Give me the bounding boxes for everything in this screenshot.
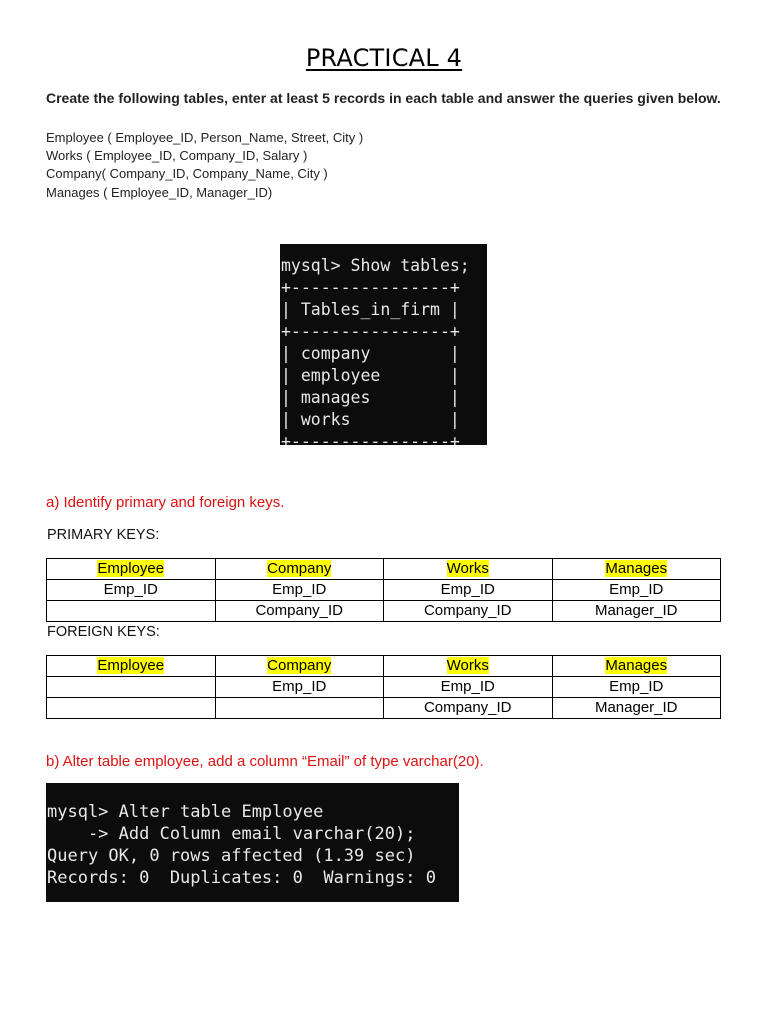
instruction-text: Create the following tables, enter at least 5 records in each table and answer the queries given below. xyxy=(46,90,721,106)
table-cell: Company_ID xyxy=(384,601,553,622)
terminal-line: Records: 0 Duplicates: 0 Warnings: 0 xyxy=(47,868,436,888)
table-cell: Manager_ID xyxy=(552,601,721,622)
table-cell: Manager_ID xyxy=(552,698,721,719)
header-cell-works: Works xyxy=(384,559,553,580)
header-cell-works: Works xyxy=(384,656,553,677)
header-cell-company: Company xyxy=(215,559,384,580)
table-cell xyxy=(47,698,216,719)
terminal-alter-table xyxy=(46,783,459,902)
table-row xyxy=(47,698,721,719)
schema-works: Works ( Employee_ID, Company_ID, Salary ) xyxy=(46,148,308,163)
terminal-show-tables xyxy=(280,244,487,445)
schema-employee: Employee ( Employee_ID, Person_Name, Street, City ) xyxy=(46,130,364,145)
table-header-row xyxy=(47,656,721,677)
terminal-line: | Tables_in_firm | xyxy=(281,300,460,319)
terminal-line: | works | xyxy=(281,410,460,429)
table-cell: Emp_ID xyxy=(215,677,384,698)
primary-keys-table xyxy=(46,558,721,622)
table-row xyxy=(47,580,721,601)
header-cell-manages: Manages xyxy=(552,656,721,677)
terminal-line: | company | xyxy=(281,344,460,363)
terminal-line: +----------------+ xyxy=(281,278,460,297)
foreign-keys-table xyxy=(46,655,721,719)
schema-company: Company( Company_ID, Company_Name, City ) xyxy=(46,166,328,181)
table-cell: Emp_ID xyxy=(384,580,553,601)
header-cell-manages: Manages xyxy=(552,559,721,580)
table-cell: Emp_ID xyxy=(552,580,721,601)
table-cell: Company_ID xyxy=(384,698,553,719)
table-header-row xyxy=(47,559,721,580)
terminal-line: +----------------+ xyxy=(281,432,460,445)
terminal-line: | manages | xyxy=(281,388,460,407)
table-row xyxy=(47,601,721,622)
page-title: PRACTICAL 4 xyxy=(305,44,463,72)
terminal-line: mysql> Show tables; xyxy=(281,256,470,275)
primary-keys-label: PRIMARY KEYS: xyxy=(47,527,160,543)
terminal-line: -> Add Column email varchar(20); xyxy=(47,824,416,844)
terminal-line: +----------------+ xyxy=(281,322,460,341)
header-cell-company: Company xyxy=(215,656,384,677)
table-cell xyxy=(47,601,216,622)
schema-manages: Manages ( Employee_ID, Manager_ID) xyxy=(46,185,273,200)
terminal-line: Query OK, 0 rows affected (1.39 sec) xyxy=(47,846,416,866)
table-cell xyxy=(47,677,216,698)
table-cell xyxy=(215,698,384,719)
table-cell: Emp_ID xyxy=(47,580,216,601)
header-cell-employee: Employee xyxy=(47,559,216,580)
table-cell: Emp_ID xyxy=(215,580,384,601)
table-cell: Emp_ID xyxy=(552,677,721,698)
foreign-keys-label: FOREIGN KEYS: xyxy=(47,624,160,640)
table-cell: Company_ID xyxy=(215,601,384,622)
table-row xyxy=(47,677,721,698)
table-cell: Emp_ID xyxy=(384,677,553,698)
question-a: a) Identify primary and foreign keys. xyxy=(46,494,285,511)
terminal-line: | employee | xyxy=(281,366,460,385)
question-b: b) Alter table employee, add a column “Email” of type varchar(20). xyxy=(46,753,484,770)
terminal-line: mysql> Alter table Employee xyxy=(47,802,324,822)
header-cell-employee: Employee xyxy=(47,656,216,677)
